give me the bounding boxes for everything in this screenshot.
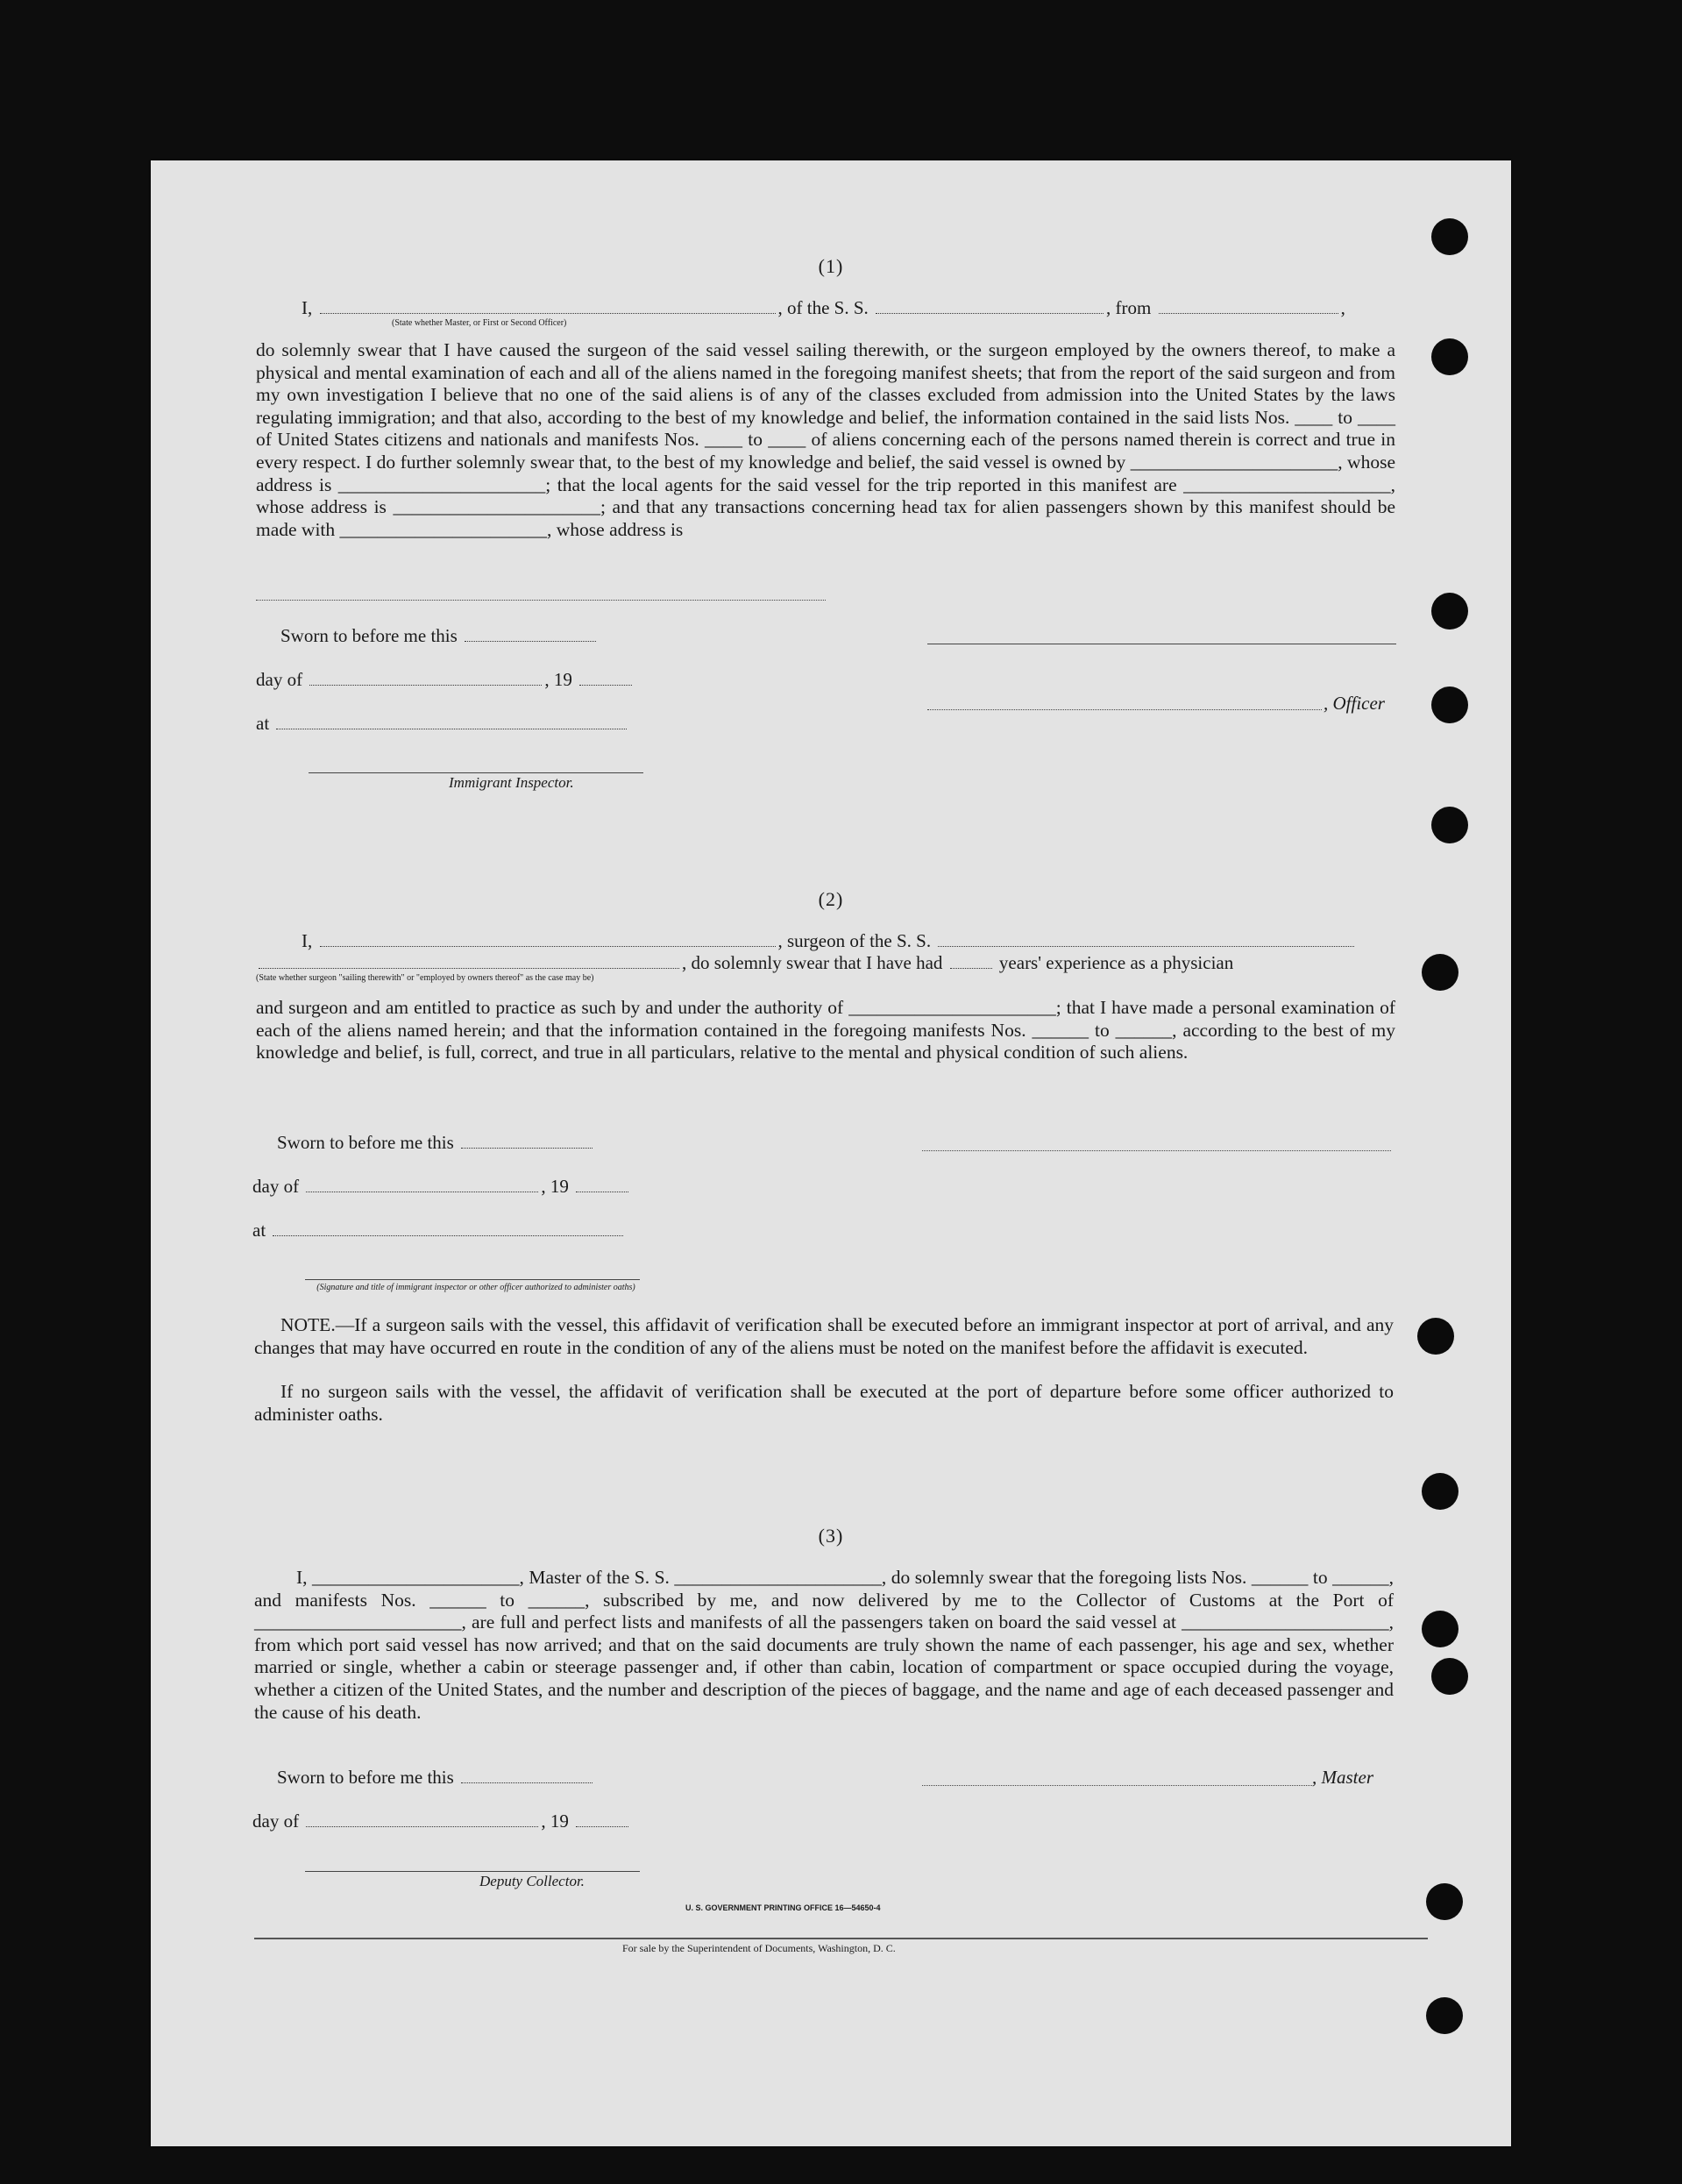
punch-hole [1417, 1318, 1454, 1355]
s1-at [256, 713, 629, 735]
s1-dayof-label: day of [256, 669, 303, 690]
s1-at-label: at [256, 713, 270, 734]
manifest-back-page [151, 160, 1511, 2146]
s1-sworn-day-field[interactable] [465, 625, 596, 642]
s3-master-signature-line[interactable] [922, 1784, 1312, 1786]
s2-sworn-day-field[interactable] [461, 1132, 593, 1149]
s1-officer-name-field[interactable] [320, 297, 776, 314]
section-1-number: (1) [818, 255, 844, 277]
s1-year-prefix: , 19 [544, 669, 572, 690]
s1-address-line[interactable] [256, 599, 826, 601]
s1-month-field[interactable] [309, 669, 542, 686]
punch-hole [1422, 954, 1458, 991]
s2-year-field[interactable] [576, 1176, 628, 1192]
punch-hole [1422, 1611, 1458, 1647]
s1-oath-body: do solemnly swear that I have caused the surgeon of the said vessel sailing therewith, or the surgeon employed by the owners thereof, to make a physical and mental examination of each and all of the aliens named in the foregoing manifest sheets; that from the report of the said surgeon and from my own investigation I believe that no one of the said aliens is of any of the classes excluded from admission into the United States by the laws regulating immigration; and that also, according to the best of my knowledge and belief, the information contained in the said lists Nos. ____ to ____ of United States citizens and nationals and manifests Nos. ____ to ____ of aliens concerning each of the persons named therein is correct and true in every respect. I do further solemnly swear that, to the best of my knowledge and belief, the said vessel is owned by ______________________, whose address is ______________________; that the local agents for the said vessel for the trip reported in this manifest are ______________________, whose address is ______________________; and that any transactions concerning head tax for alien passengers shown by this manifest should be made with ______________________, whose address is [256, 339, 1395, 540]
s3-year-prefix: , 19 [541, 1811, 569, 1832]
s2-swear-text: , do solemnly swear that I have had [682, 952, 943, 973]
s1-year-field[interactable] [579, 669, 632, 686]
s1-inspector-signature-line[interactable] [309, 772, 643, 773]
s1-at-field[interactable] [276, 713, 627, 729]
s2-vessel-name-field[interactable] [938, 930, 1354, 947]
section-3-number: (3) [818, 1525, 844, 1547]
s1-officer-title-line[interactable] [927, 708, 1322, 710]
s1-sworn [280, 625, 599, 647]
s3-sworn-day-field[interactable] [461, 1767, 593, 1783]
s2-surgeon-name-field[interactable] [320, 930, 776, 947]
footer-rule [254, 1938, 1428, 1939]
s2-at [252, 1220, 626, 1241]
s2-surgeon-signature-line[interactable] [922, 1149, 1391, 1151]
s2-signature-note: (Signature and title of immigrant inspector or other officer authorized to administer oaths) [316, 1283, 635, 1292]
s2-years-text: years' experience as a physician [998, 952, 1234, 973]
s3-sworn [277, 1767, 595, 1789]
s1-from: , from [1106, 297, 1152, 318]
punch-hole [1431, 593, 1468, 630]
s1-i: I, [302, 297, 313, 318]
s3-oath-body: I, ______________________, Master of the S. S. ______________________, do solemnly swear that the foregoing lists Nos. ______ to ______, and manifests Nos. ______ to ______, subscribed by me, and now delivered by me to the Collector of Customs at the Port of ______________________, are full and perfect lists and manifests of all the passengers taken on board the said vessel at ______________________, from which port said vessel has now arrived; and that on the said documents are truly shown the name of each passenger, his age and sex, whether married or single, whether a cabin or steerage passenger and, if other than cabin, location of compartment or space occupied during the voyage, whether a citizen of the United States, and the number and description of the pieces of baggage, and the name and age of each deceased passenger and the cause of his death. [254, 1567, 1394, 1723]
s1-inspector-caption: Immigrant Inspector. [449, 774, 574, 791]
s1-officer-note: (State whether Master, or First or Second Officer) [392, 318, 567, 328]
punch-hole [1426, 1997, 1463, 2034]
s2-dayof-label: day of [252, 1176, 300, 1197]
s2-years-field[interactable] [950, 952, 992, 969]
s3-collector-signature-line[interactable] [305, 1870, 640, 1872]
s3-month-field[interactable] [306, 1811, 538, 1827]
s2-i: I, [302, 930, 313, 951]
s2-oath-body: and surgeon and am entitled to practice as such by and under the authority of ______________________; that I have made a personal examination of each of the aliens named herein; and that the information contained in the foregoing manifests Nos. ______ to ______, according to the best of my knowledge and belief, is full, correct, and true in all particulars, relative to the mental and physical condition of such aliens. [256, 997, 1395, 1064]
s2-sworn-label: Sworn to before me this [277, 1132, 454, 1153]
sale-notice: For sale by the Superintendent of Documents, Washington, D. C. [622, 1942, 896, 1954]
s3-year-field[interactable] [576, 1811, 628, 1827]
s1-vessel-name-field[interactable] [876, 297, 1104, 314]
s2-surgeon-type-field[interactable] [259, 952, 679, 969]
punch-hole [1426, 1883, 1463, 1920]
punch-hole [1431, 338, 1468, 375]
s2-inspector-signature-line[interactable] [305, 1278, 640, 1280]
s1-of-ss: , of the S. S. [777, 297, 869, 318]
s1-day [256, 669, 635, 691]
s2-note-1: NOTE.—If a surgeon sails with the vessel, this affidavit of verification shall be executed before an immigrant inspector at port of arrival, and any changes that may have occurred en route in the condition of any of the aliens must be noted on the manifest before the affidavit is executed. [254, 1314, 1394, 1358]
s3-day [252, 1811, 631, 1832]
s3-sworn-label: Sworn to before me this [277, 1767, 454, 1788]
s1-officer-caption: , Officer [1324, 693, 1385, 714]
s3-master-caption: , Master [1312, 1767, 1373, 1788]
punch-hole [1431, 1658, 1468, 1695]
punch-hole [1422, 1473, 1458, 1510]
s2-year-prefix: , 19 [541, 1176, 569, 1197]
s2-day [252, 1176, 631, 1198]
punch-hole [1431, 218, 1468, 255]
s3-collector-caption: Deputy Collector. [479, 1873, 585, 1889]
s2-surgeon-of-ss: , surgeon of the S. S. [777, 930, 932, 951]
s2-month-field[interactable] [306, 1176, 538, 1192]
s2-sworn [277, 1132, 595, 1154]
punch-hole [1431, 687, 1468, 723]
printing-office-imprint: U. S. GOVERNMENT PRINTING OFFICE 16—54650-4 [685, 1903, 881, 1912]
s2-at-field[interactable] [273, 1220, 623, 1236]
s2-note-2: If no surgeon sails with the vessel, the affidavit of verification shall be executed at the port of departure before some officer authorized to administer oaths. [254, 1381, 1394, 1425]
s1-officer-signature-line[interactable] [927, 643, 1396, 644]
s1-line1: I, , of the S. S. , from , [302, 297, 1345, 318]
s1-from-port-field[interactable] [1159, 297, 1338, 314]
s3-dayof-label: day of [252, 1811, 300, 1832]
s2-line2 [256, 952, 1233, 974]
punch-hole [1431, 807, 1468, 843]
s2-line1 [302, 930, 1357, 952]
s1-sworn-label: Sworn to before me this [280, 625, 458, 646]
s2-surgeon-note: (State whether surgeon "sailing therewith" or "employed by owners thereof" as the case may be) [256, 973, 594, 983]
s2-at-label: at [252, 1220, 266, 1241]
section-2-number: (2) [818, 888, 844, 910]
